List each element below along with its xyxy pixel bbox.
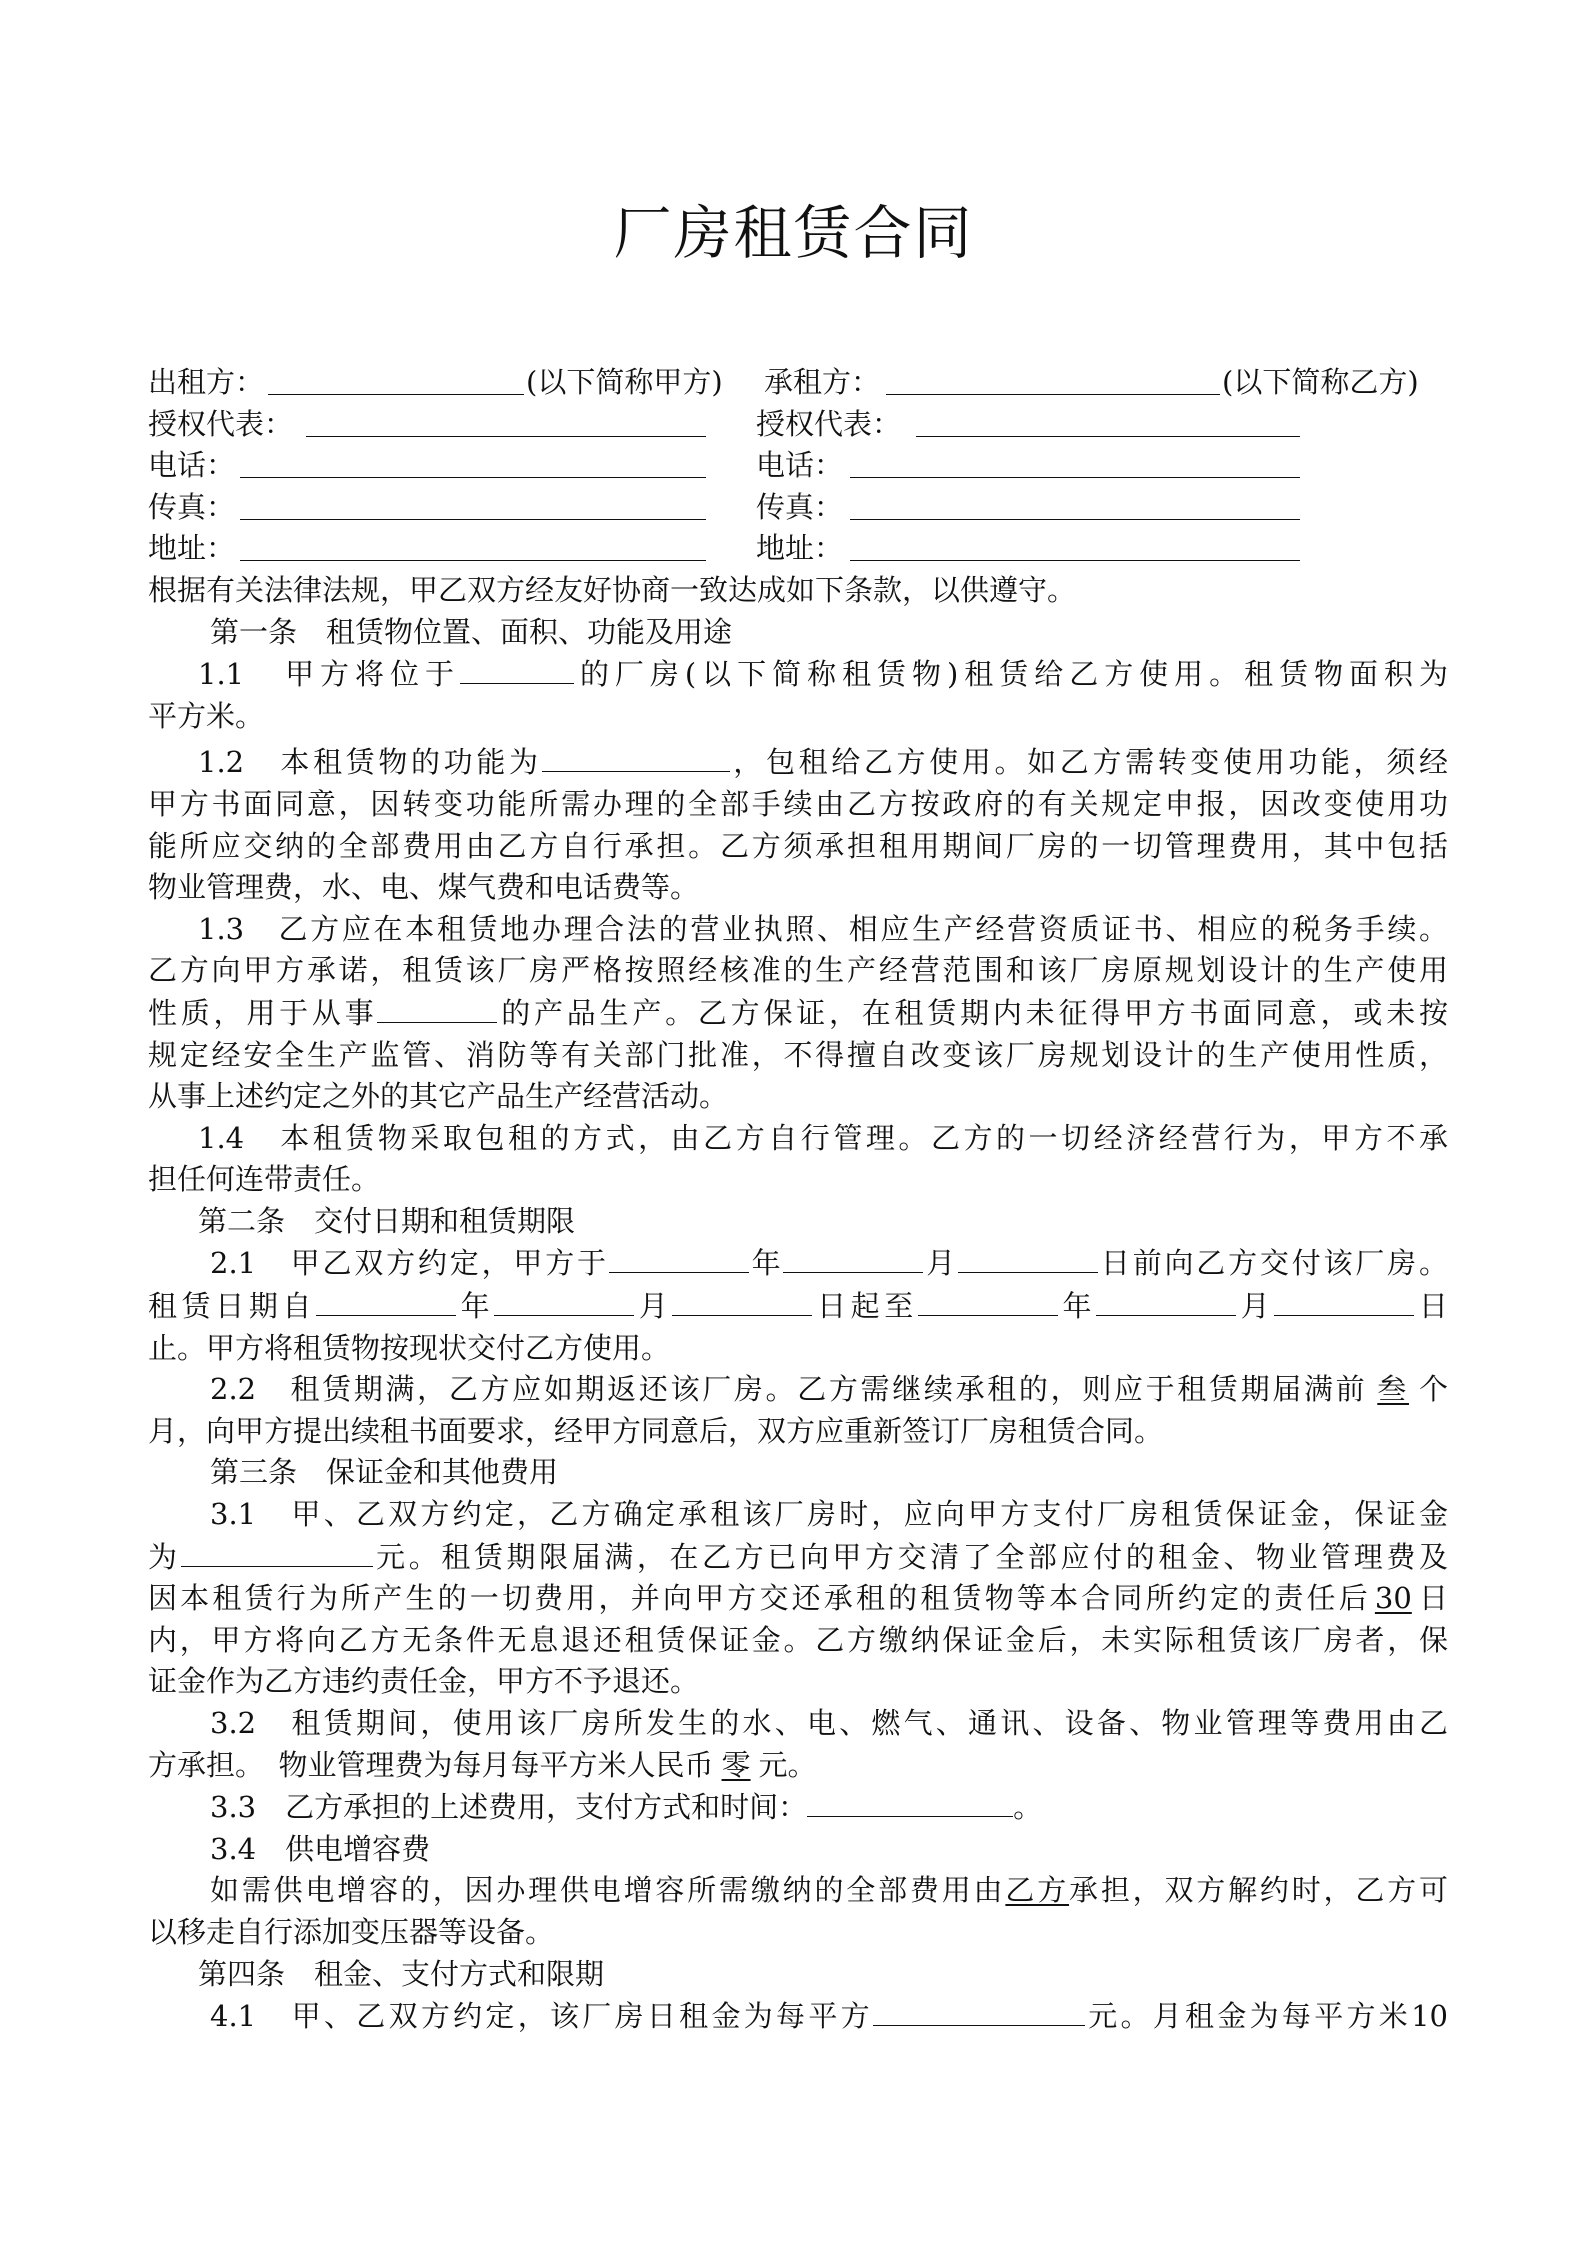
clause-3-1-text-d: 因本租赁行为所产生的一切费用，并向甲方交还承租的租赁物等本合同所约定的责任后 [148,1581,1371,1616]
clause-2-1-text-b: 日前向乙方交付该厂房。 [1098,1246,1448,1281]
clause-3-2-line2 [148,1745,1448,1787]
lessor-suffix: (以下简称甲方) [526,365,723,399]
article-1-heading: 第一条 租赁物位置、面积、功能及用途 [210,614,733,649]
page-title: 厂房租赁合同 [613,199,974,267]
lessor-address-label: 地址： [148,531,236,566]
clause-3-4-heading: 3.4 供电增容费 [210,1831,431,1866]
clause-1-3-line3 [148,992,1448,1035]
clause-3-4-line1 [148,1870,1448,1912]
lessee-fax-label: 传真： [756,489,844,524]
clause-2-2-text-c: 月，向甲方提出续租书面要求，经甲方同意后，双方应重新签订厂房租赁合同。 [148,1413,1164,1448]
clause-3-4-text-c: 以移走自行添加变压器等设备。 [148,1914,555,1949]
clause-1-3-text-b: 乙方向甲方承诺，租赁该厂房严格按照经核准的生产经营范围和该厂房原规划设计的生产使用 [148,953,1448,988]
clause-3-4-text-a: 如需供电增容的，因办理供电增容所需缴纳的全部费用由 [210,1873,1006,1908]
daily-rent-blank[interactable] [873,1995,1085,2026]
article-3-heading: 第三条 保证金和其他费用 [210,1455,559,1490]
clause-1-1-text-a: 1.1 甲方将位于 [198,657,460,692]
clause-1-1-text-b: 的厂房(以下简称租赁物)租赁给乙方使用。租赁物面积为 [573,657,1448,692]
contract-body [148,362,1448,2038]
lessee-label: 承租方： [764,365,881,399]
location-blank[interactable] [460,653,574,684]
day-label: 日 [1414,1289,1448,1324]
lessee-blank[interactable] [886,394,1220,395]
month-label: 月 [634,1289,673,1324]
auth-row [148,404,1448,446]
delivery-month-blank[interactable] [783,1242,923,1273]
phone-row [148,445,1448,487]
clause-2-1-line2 [148,1285,1448,1328]
start-month-blank[interactable] [494,1285,634,1316]
clause-3-3-line [148,1786,1448,1829]
address-row [148,528,1448,570]
clause-1-2-text-e: 物业管理费，水、电、煤气费和电话费等。 [148,870,700,905]
delivery-year-blank[interactable] [609,1242,749,1273]
end-year-blank[interactable] [918,1285,1058,1316]
clause-3-1-text-f: 内，甲方将向乙方无条件无息退还租赁保证金。乙方缴纳保证金后，未实际租赁该厂房者，保 [148,1622,1448,1657]
clause-3-2-text-a: 3.2 租赁期间，使用该厂房所发生的水、电、燃气、通讯、设备、物业管理等费用由乙 [210,1706,1448,1740]
function-blank[interactable] [542,741,730,772]
lessee-auth-blank[interactable] [916,436,1300,437]
clause-2-2-line1 [148,1369,1448,1411]
clause-4-1-text-b: 元。月租金为每平方米 [1084,1999,1412,2034]
clause-4-1-line1 [148,1995,1448,2038]
clause-4-1-text-a: 4.1 甲、乙双方约定，该厂房日租金为每平方 [210,1999,873,2034]
year-label: 年 [456,1289,495,1324]
article-4-heading: 第四条 租金、支付方式和限期 [198,1956,605,1991]
clause-2-1-text-c: 租赁日期自 [148,1289,317,1324]
year-label: 年 [748,1246,784,1281]
intro-text: 根据有关法律法规，甲乙双方经友好协商一致达成如下条款，以供遵守。 [148,572,1077,607]
end-month-blank[interactable] [1096,1285,1236,1316]
clause-1-1-line1 [148,653,1448,696]
deposit-blank[interactable] [181,1536,373,1567]
clause-2-1-line1 [148,1242,1448,1285]
clause-3-2-text-b: 方承担。 物业管理费为每月每平方米人民币 [148,1747,714,1782]
lessee-address-label: 地址： [756,531,844,566]
lessee-phone-blank[interactable] [850,477,1300,478]
payment-method-blank[interactable] [807,1786,1013,1817]
lessor-address-blank[interactable] [240,560,706,561]
clause-1-2-text-b: ，包租给乙方使用。如乙方需转变使用功能，须经 [729,745,1448,780]
clause-3-1-text-a: 3.1 甲、乙双方约定，乙方确定承租该厂房时，应向甲方支付厂房租赁保证金，保证金 [210,1497,1448,1532]
clause-1-2-text-d: 能所应交纳的全部费用由乙方自行承担。乙方须承担租用期间厂房的一切管理费用，其中包括 [148,828,1448,863]
lessor-phone-blank[interactable] [240,477,706,478]
delivery-day-blank[interactable] [958,1242,1098,1273]
lessee-phone-label: 电话： [756,448,844,483]
month-label: 月 [923,1246,959,1281]
clause-1-2-line1 [148,741,1448,784]
lessor-auth-blank[interactable] [306,436,706,437]
lessor-blank[interactable] [268,394,524,395]
clause-3-1-line3 [148,1578,1448,1620]
lessor-fax-blank[interactable] [240,519,706,520]
clause-3-1-line2 [148,1536,1448,1579]
clause-3-1-text-b: 为 [148,1539,181,1574]
clause-1-1-text-c: 平方米。 [148,698,265,733]
clause-3-3-text-b: 。 [1013,1790,1043,1825]
fax-row [148,487,1448,529]
clause-2-1-text-d: 日起至 [812,1289,918,1324]
clause-1-2-text-c: 甲方书面同意，因转变功能所需办理的全部手续由乙方按政府的有关规定申报，因改变使用功 [148,786,1448,821]
lessor-fax-label: 传真： [148,489,236,524]
business-scope-blank[interactable] [377,992,497,1023]
clause-2-2-text-b: 个 [1418,1372,1448,1407]
clause-1-2-text-a: 1.2 本租赁物的功能为 [198,745,542,780]
clause-3-4-text-b: 承担，双方解约时，乙方可 [1069,1873,1448,1908]
start-year-blank[interactable] [316,1285,456,1316]
clause-3-1-text-e: 日 [1415,1581,1448,1616]
lessee-auth-label: 授权代表： [756,406,902,441]
clause-1-3-text-f: 从事上述约定之外的其它产品生产经营活动。 [148,1079,729,1114]
month-label: 月 [1236,1289,1275,1324]
clause-1-3-text-e: 规定经安全生产监管、消防等有关部门批准，不得擅自改变该厂房规划设计的生产使用性质， [148,1037,1448,1072]
article-2-heading: 第二条 交付日期和租赁期限 [198,1203,576,1238]
clause-2-1-text-e: 止。甲方将租赁物按现状交付乙方使用。 [148,1330,671,1365]
start-day-blank[interactable] [672,1285,812,1316]
year-label: 年 [1057,1289,1097,1324]
clause-1-3-text-d: 的产品生产。乙方保证，在租赁期内未征得甲方书面同意，或未按 [497,995,1448,1030]
lessor-auth-label: 授权代表： [148,406,294,441]
lessee-address-blank[interactable] [850,560,1300,561]
clause-3-1-text-g: 证金作为乙方违约责任金，甲方不予退还。 [148,1664,700,1699]
clause-3-3-text-a: 3.3 乙方承担的上述费用，支付方式和时间： [210,1790,808,1825]
lessor-label: 出租方： [148,365,265,399]
monthly-rent-value: 10 [1411,1999,1448,2034]
end-day-blank[interactable] [1274,1285,1414,1316]
lessee-fax-blank[interactable] [850,519,1300,520]
clause-3-1-text-c: 元。租赁期限届满，在乙方已向甲方交清了全部应付的租金、物业管理费及 [372,1539,1448,1574]
renewal-months-value[interactable]: 叁 [1377,1372,1409,1407]
responsible-party-value[interactable]: 乙方 [1005,1873,1070,1908]
management-fee-value[interactable]: 零 [721,1747,751,1782]
lessee-suffix: (以下简称乙方) [1222,365,1419,399]
clause-1-3-text-a: 1.3 乙方应在本租赁地办理合法的营业执照、相应生产经营资质证书、相应的税务手续。 [198,911,1448,946]
lessor-row [148,362,1448,404]
refund-days-value[interactable]: 30 [1374,1581,1412,1616]
clause-1-4-text-a: 1.4 本租赁物采取包租的方式，由乙方自行管理。乙方的一切经济经营行为，甲方不承 [198,1120,1448,1155]
clause-2-2-text-a: 2.2 租赁期满，乙方应如期返还该厂房。乙方需继续承租的，则应于租赁期届满前 [210,1372,1368,1407]
clause-2-1-text-a: 2.1 甲乙双方约定，甲方于 [210,1246,609,1281]
clause-3-2-text-c: 元。 [758,1747,817,1782]
lessor-phone-label: 电话： [148,448,236,483]
clause-1-4-text-b: 担任何连带责任。 [148,1162,381,1197]
clause-1-3-text-c: 性质，用于从事 [148,995,378,1030]
